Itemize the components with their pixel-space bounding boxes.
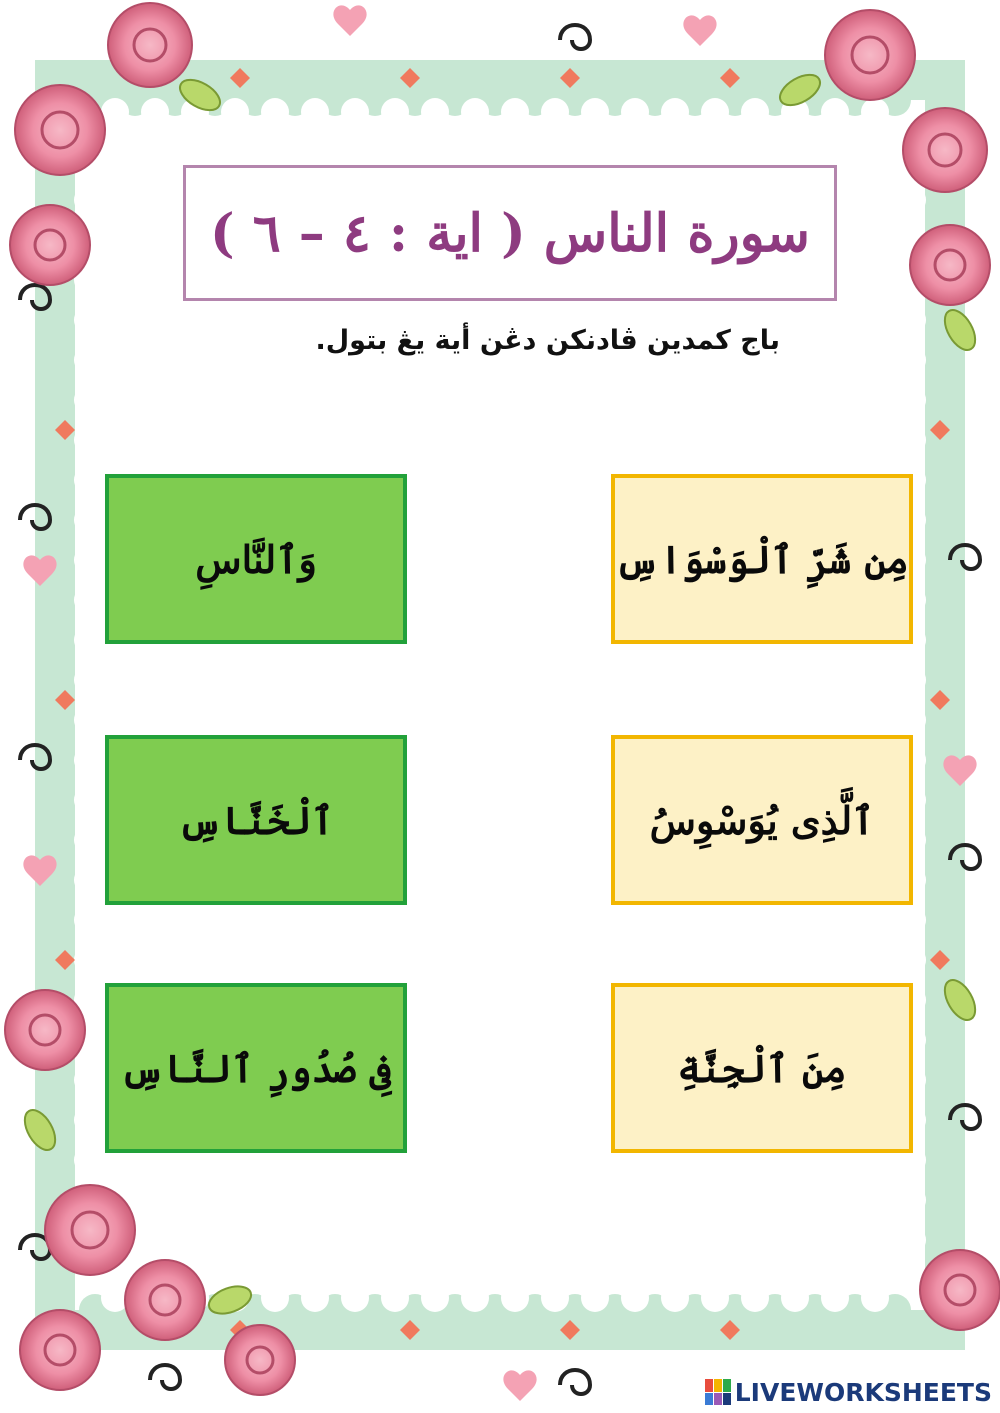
- instruction-text: باج كمدين ڤادنكن دڠن أية يڠ بتول.: [315, 325, 780, 356]
- match-card-right-3[interactable]: مِنَ ٱلْجِنَّةِ: [611, 983, 913, 1153]
- match-card-left-3[interactable]: فِى صُدُورِ ٱلنَّاسِ: [105, 983, 407, 1153]
- liveworksheets-branding: [705, 1377, 992, 1407]
- liveworksheets-wordmark: LIVEWORKSHEETS: [734, 1377, 992, 1407]
- match-card-right-2[interactable]: ٱلَّذِى يُوَسْوِسُ: [611, 735, 913, 905]
- match-card-left-1[interactable]: وَٱلنَّاسِ: [105, 474, 407, 644]
- title-box: [183, 165, 837, 301]
- match-card-left-2[interactable]: ٱلْخَنَّاسِ: [105, 735, 407, 905]
- liveworksheets-logo-icon: [705, 1379, 731, 1405]
- match-card-right-1[interactable]: مِن شَرِّ ٱلْوَسْوَاسِ: [611, 474, 913, 644]
- page-title: سورة الناس ( اية : ٤ – ٦ ): [209, 202, 811, 264]
